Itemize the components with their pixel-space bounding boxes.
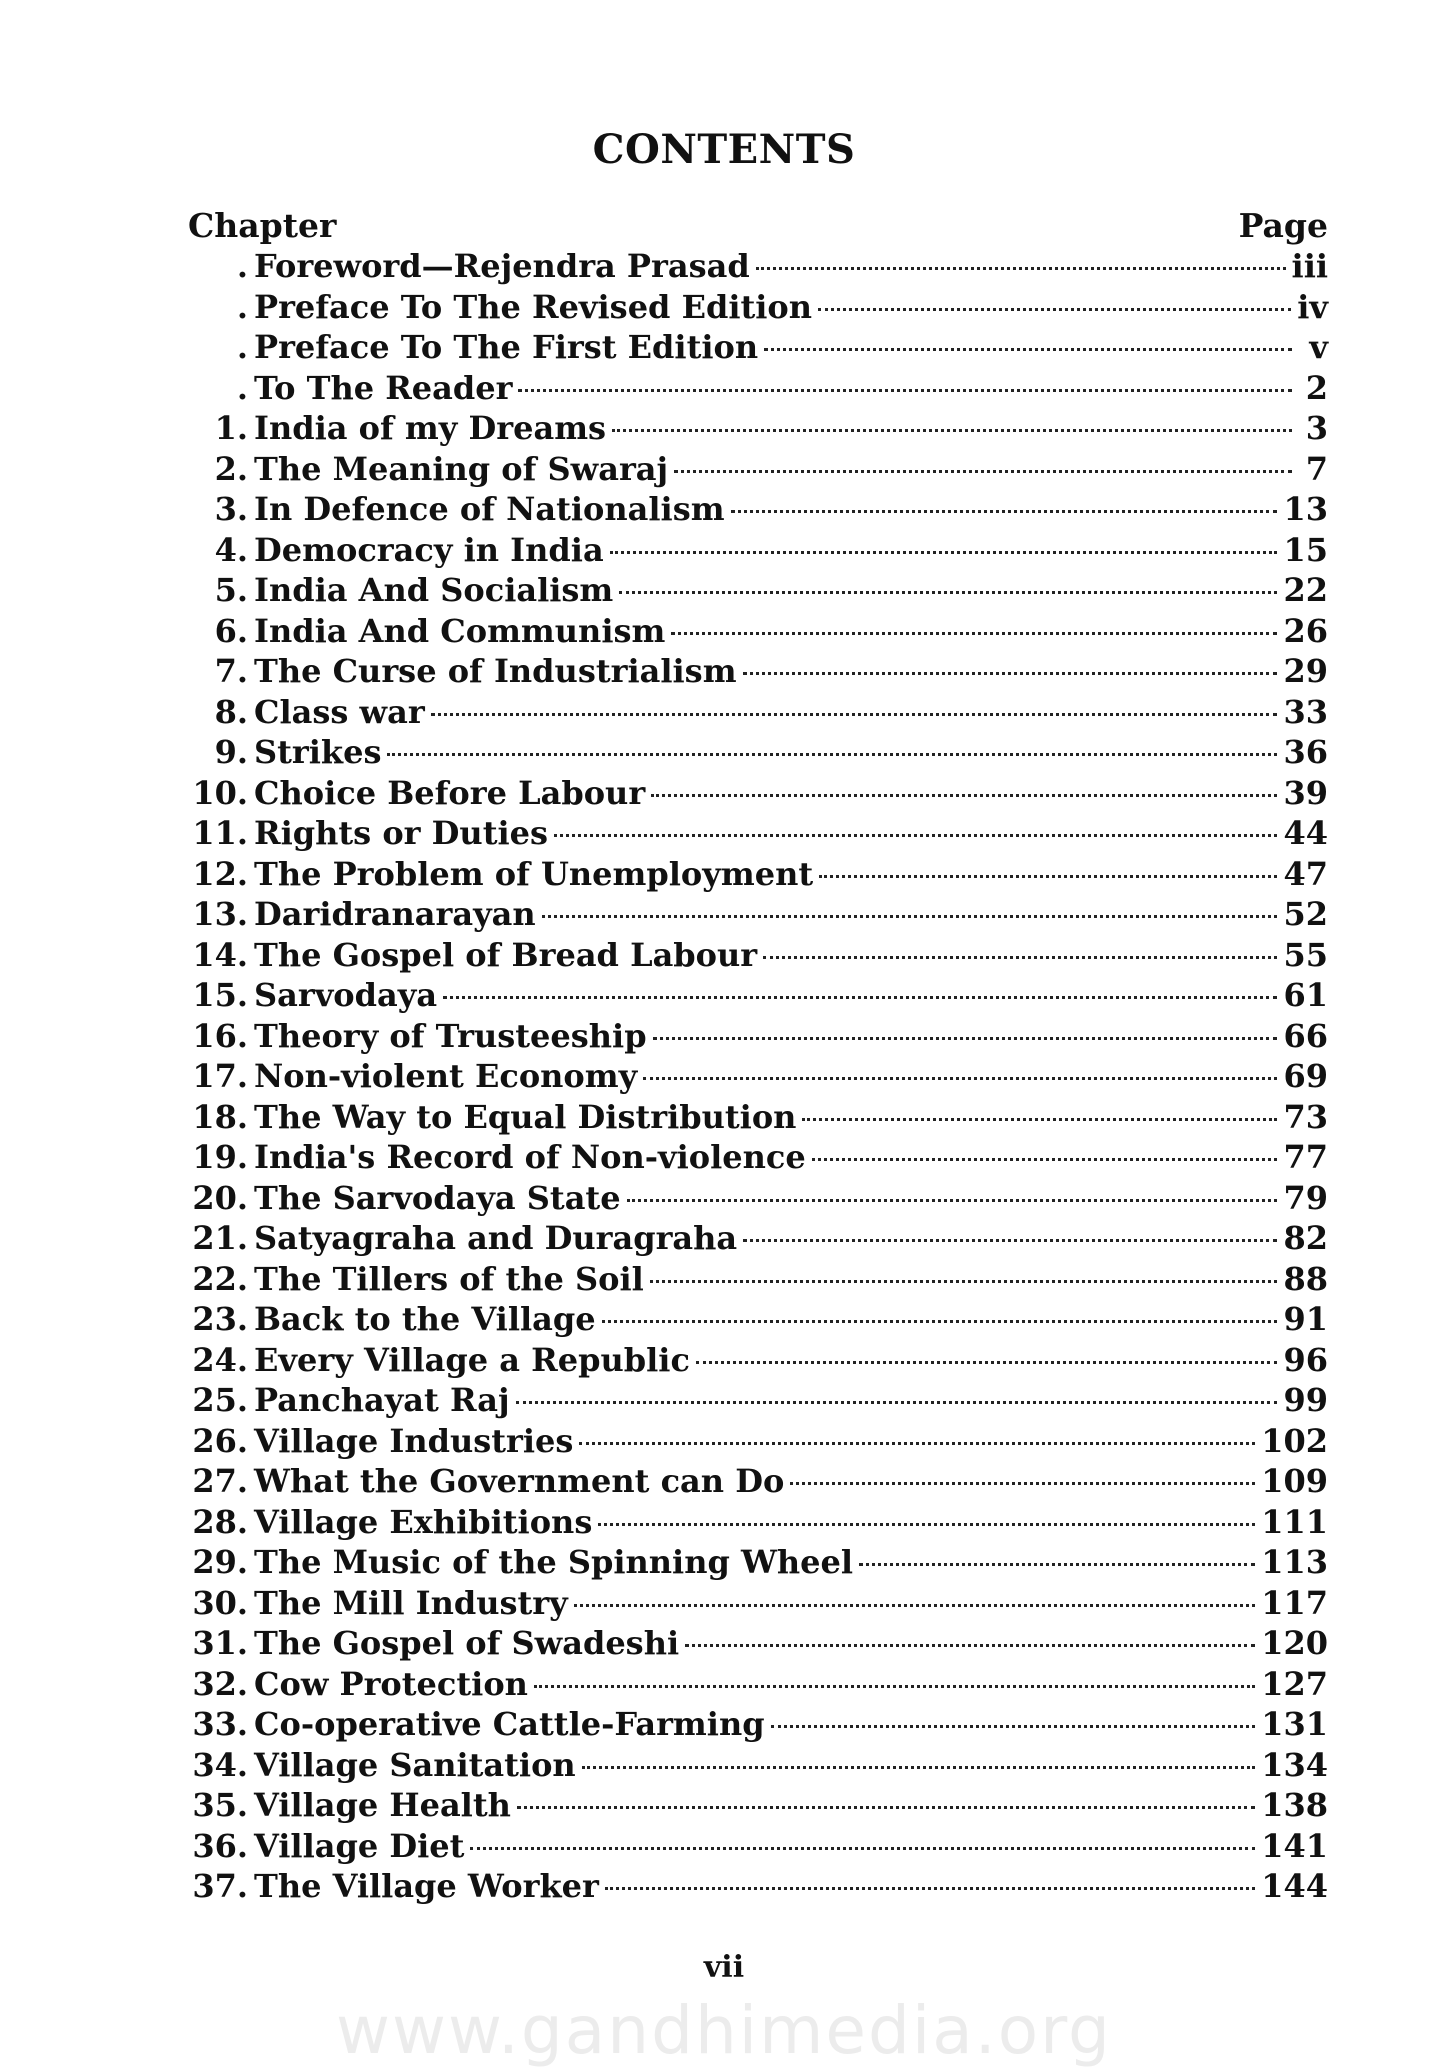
- page-ref: 33: [1283, 692, 1328, 731]
- page-ref: 113: [1261, 1543, 1328, 1581]
- column-headers: [188, 206, 1328, 245]
- page-ref: 134: [1261, 1745, 1328, 1784]
- chapter-number: 17.: [192, 1057, 248, 1095]
- chapter-title: The Village Worker: [254, 1867, 599, 1905]
- chapter-number: 20.: [192, 1178, 248, 1217]
- toc-entry: [188, 490, 1328, 531]
- chapter-title: India And Socialism: [254, 571, 614, 609]
- toc-entry: [188, 1665, 1328, 1706]
- toc-entry: [188, 288, 1328, 329]
- chapter-title: The Tillers of the Soil: [254, 1259, 644, 1298]
- toc-entry: [188, 693, 1328, 734]
- chapter-title: India of my Dreams: [254, 409, 607, 447]
- chapter-number: 2.: [214, 449, 248, 488]
- chapter-number: 23.: [192, 1300, 248, 1338]
- page-column-label: Page: [1238, 206, 1328, 245]
- dot-leader: [763, 956, 1277, 959]
- chapter-number: 8.: [214, 692, 248, 731]
- dot-leader: [743, 1239, 1277, 1242]
- toc-entry: [188, 1503, 1328, 1544]
- page-ref: 96: [1283, 1340, 1328, 1379]
- page-ref: 117: [1261, 1583, 1328, 1622]
- dot-leader: [651, 794, 1277, 797]
- chapter-number: 16.: [192, 1016, 248, 1055]
- page-ref: 69: [1283, 1057, 1328, 1095]
- page-title: CONTENTS: [592, 126, 856, 173]
- dot-leader: [582, 1766, 1256, 1769]
- toc-entry: [188, 1624, 1328, 1665]
- dot-leader: [802, 1118, 1277, 1121]
- chapter-number: 32.: [192, 1664, 248, 1703]
- page-ref: iv: [1297, 287, 1328, 326]
- dot-leader: [470, 1847, 1255, 1850]
- dot-leader: [619, 591, 1277, 594]
- chapter-number: 18.: [192, 1097, 248, 1136]
- chapter-number: .: [236, 247, 248, 285]
- chapter-title: Panchayat Raj: [254, 1381, 510, 1419]
- page-ref: 91: [1283, 1300, 1328, 1338]
- chapter-title: The Curse of Industrialism: [254, 652, 737, 690]
- toc-entry: [188, 1422, 1328, 1463]
- dot-leader: [443, 996, 1277, 999]
- chapter-number: 7.: [214, 652, 248, 690]
- toc-entry: [188, 1341, 1328, 1382]
- page-ref: 29: [1283, 652, 1328, 690]
- page-ref: 15: [1283, 530, 1328, 569]
- page-ref: 77: [1283, 1138, 1328, 1176]
- toc-entry: [188, 814, 1328, 855]
- page-ref: 127: [1261, 1664, 1328, 1703]
- toc-entry: [188, 1705, 1328, 1746]
- chapter-title: Preface To The Revised Edition: [254, 287, 813, 326]
- dot-leader: [554, 834, 1277, 837]
- dot-leader: [685, 1644, 1255, 1647]
- chapter-title: India's Record of Non-violence: [254, 1138, 806, 1176]
- chapter-title: Village Health: [254, 1786, 511, 1824]
- chapter-title: Every Village a Republic: [254, 1340, 690, 1379]
- chapter-title: In Defence of Nationalism: [254, 490, 725, 528]
- toc-entry: [188, 1260, 1328, 1301]
- page-ref: iii: [1291, 247, 1328, 285]
- dot-leader: [812, 1158, 1278, 1161]
- chapter-title: Class war: [254, 692, 425, 731]
- chapter-number: 14.: [192, 935, 248, 974]
- dot-leader: [517, 1806, 1255, 1809]
- page-ref: 144: [1261, 1867, 1328, 1905]
- page-ref: 39: [1283, 773, 1328, 812]
- chapter-number: 1.: [214, 409, 248, 447]
- chapter-title: Cow Protection: [254, 1664, 528, 1703]
- toc-entry: [188, 1381, 1328, 1422]
- dot-leader: [610, 551, 1278, 554]
- dot-leader: [598, 1523, 1255, 1526]
- toc-entry: [188, 1827, 1328, 1868]
- dot-leader: [764, 348, 1292, 351]
- dot-leader: [643, 1077, 1277, 1080]
- dot-leader: [731, 510, 1278, 513]
- chapter-number: 25.: [192, 1381, 248, 1419]
- page-ref: 99: [1283, 1381, 1328, 1419]
- dot-leader: [542, 915, 1278, 918]
- chapter-number: 3.: [214, 490, 248, 528]
- page-ref: 22: [1283, 571, 1328, 609]
- page-ref: 141: [1261, 1826, 1328, 1865]
- page-ref: 2: [1305, 368, 1328, 407]
- toc-entry: [188, 774, 1328, 815]
- page-number: vii: [703, 1950, 745, 1985]
- chapter-title: Village Sanitation: [254, 1745, 576, 1784]
- toc-entry: [188, 1057, 1328, 1098]
- chapter-title: The Mill Industry: [254, 1583, 568, 1622]
- toc-entry: [188, 1584, 1328, 1625]
- page-ref: 88: [1283, 1259, 1328, 1298]
- toc-entry: [188, 1179, 1328, 1220]
- toc-entry: [188, 450, 1328, 491]
- page-ref: 52: [1283, 895, 1328, 933]
- chapter-number: 12.: [192, 854, 248, 893]
- chapter-number: .: [236, 368, 248, 407]
- dot-leader: [859, 1563, 1255, 1566]
- toc-entry: [188, 531, 1328, 572]
- chapter-number: 34.: [192, 1745, 248, 1784]
- toc-entry: [188, 1746, 1328, 1787]
- chapter-title: The Way to Equal Distribution: [254, 1097, 797, 1136]
- chapter-number: 19.: [192, 1138, 248, 1176]
- dot-leader: [516, 1401, 1278, 1404]
- chapter-title: Satyagraha and Duragraha: [254, 1219, 738, 1257]
- dot-leader: [671, 632, 1277, 635]
- toc-entry: [188, 652, 1328, 693]
- chapter-title: Foreword—Rejendra Prasad: [254, 247, 750, 285]
- chapter-title: What the Government can Do: [254, 1462, 785, 1500]
- chapter-title: To The Reader: [254, 368, 513, 407]
- page-ref: 13: [1283, 490, 1328, 528]
- chapter-title: India And Communism: [254, 611, 666, 650]
- chapter-number: 13.: [192, 895, 248, 933]
- dot-leader: [574, 1604, 1255, 1607]
- chapter-title: The Problem of Unemployment: [254, 854, 814, 893]
- chapter-number: 9.: [214, 733, 248, 771]
- dot-leader: [579, 1442, 1255, 1445]
- chapter-column-label: Chapter: [188, 206, 337, 245]
- chapter-number: 30.: [192, 1583, 248, 1622]
- dot-leader: [819, 875, 1277, 878]
- chapter-number: 22.: [192, 1259, 248, 1298]
- chapter-number: 5.: [214, 571, 248, 609]
- toc-entry: [188, 571, 1328, 612]
- toc-entry: [188, 1098, 1328, 1139]
- page-ref: 66: [1283, 1016, 1328, 1055]
- chapter-title: Rights or Duties: [254, 814, 548, 852]
- toc-entry: [188, 369, 1328, 410]
- page-ref: 36: [1283, 733, 1328, 771]
- page-ref: 3: [1305, 409, 1328, 447]
- dot-leader: [674, 470, 1292, 473]
- toc-entry: [188, 1300, 1328, 1341]
- chapter-title: Village Diet: [254, 1826, 465, 1865]
- toc-entry: [188, 1138, 1328, 1179]
- chapter-title: Choice Before Labour: [254, 773, 646, 812]
- page-ref: 73: [1283, 1097, 1328, 1136]
- chapter-number: 6.: [214, 611, 248, 650]
- chapter-title: The Gospel of Swadeshi: [254, 1624, 680, 1662]
- chapter-title: Sarvodaya: [254, 976, 438, 1014]
- dot-leader: [605, 1887, 1255, 1890]
- chapter-number: 35.: [192, 1786, 248, 1824]
- page-ref: 79: [1283, 1178, 1328, 1217]
- chapter-number: 31.: [192, 1624, 248, 1662]
- chapter-title: Co-operative Cattle-Farming: [254, 1705, 765, 1743]
- chapter-number: 24.: [192, 1340, 248, 1379]
- chapter-number: 27.: [192, 1462, 248, 1500]
- dot-leader: [771, 1725, 1256, 1728]
- toc-entry: [188, 1219, 1328, 1260]
- dot-leader: [653, 1037, 1278, 1040]
- chapter-title: Daridranarayan: [254, 895, 536, 933]
- dot-leader: [612, 429, 1292, 432]
- toc-entry: [188, 733, 1328, 774]
- toc-entry: [188, 936, 1328, 977]
- toc-entry: [188, 855, 1328, 896]
- page-ref: 55: [1283, 935, 1328, 974]
- chapter-title: Village Exhibitions: [254, 1502, 593, 1541]
- page-ref: 7: [1305, 449, 1328, 488]
- chapter-number: 37.: [192, 1867, 248, 1905]
- page-ref: v: [1309, 328, 1328, 366]
- toc-entry: [188, 1462, 1328, 1503]
- chapter-number: 15.: [192, 976, 248, 1014]
- chapter-number: 21.: [192, 1219, 248, 1257]
- toc-entry: [188, 328, 1328, 369]
- page-ref: 44: [1283, 814, 1328, 852]
- page-ref: 131: [1261, 1705, 1328, 1743]
- page-ref: 61: [1283, 976, 1328, 1014]
- dot-leader: [387, 753, 1277, 756]
- toc-entry: [188, 1867, 1328, 1908]
- watermark: www.gandhimedia.org: [336, 1992, 1112, 2069]
- chapter-title: Strikes: [254, 733, 382, 771]
- page-ref: 82: [1283, 1219, 1328, 1257]
- dot-leader: [756, 267, 1286, 270]
- chapter-number: .: [236, 328, 248, 366]
- table-of-contents: [188, 247, 1328, 1908]
- dot-leader: [650, 1280, 1278, 1283]
- chapter-title: The Music of the Spinning Wheel: [254, 1543, 854, 1581]
- chapter-title: Back to the Village: [254, 1300, 596, 1338]
- dot-leader: [627, 1199, 1278, 1202]
- chapter-number: 33.: [192, 1705, 248, 1743]
- dot-leader: [818, 308, 1291, 311]
- page-ref: 102: [1261, 1421, 1328, 1460]
- dot-leader: [743, 672, 1278, 675]
- chapter-number: .: [236, 287, 248, 326]
- chapter-title: The Sarvodaya State: [254, 1178, 621, 1217]
- toc-entry: [188, 976, 1328, 1017]
- page-ref: 26: [1283, 611, 1328, 650]
- chapter-number: 29.: [192, 1543, 248, 1581]
- chapter-number: 26.: [192, 1421, 248, 1460]
- page-ref: 138: [1261, 1786, 1328, 1824]
- chapter-number: 28.: [192, 1502, 248, 1541]
- toc-entry: [188, 247, 1328, 288]
- chapter-title: Preface To The First Edition: [254, 328, 759, 366]
- chapter-number: 11.: [192, 814, 248, 852]
- chapter-title: Theory of Trusteeship: [254, 1016, 647, 1055]
- chapter-title: Democracy in India: [254, 530, 604, 569]
- page-ref: 111: [1261, 1502, 1328, 1541]
- page-ref: 120: [1261, 1624, 1328, 1662]
- dot-leader: [790, 1482, 1255, 1485]
- page-ref: 109: [1261, 1462, 1328, 1500]
- toc-entry: [188, 895, 1328, 936]
- toc-entry: [188, 409, 1328, 450]
- toc-entry: [188, 1017, 1328, 1058]
- chapter-title: The Meaning of Swaraj: [254, 449, 669, 488]
- dot-leader: [431, 713, 1278, 716]
- chapter-number: 36.: [192, 1826, 248, 1865]
- dot-leader: [696, 1361, 1278, 1364]
- dot-leader: [602, 1320, 1278, 1323]
- dot-leader: [518, 389, 1292, 392]
- chapter-number: 10.: [192, 773, 248, 812]
- chapter-number: 4.: [214, 530, 248, 569]
- chapter-title: Village Industries: [254, 1421, 574, 1460]
- toc-entry: [188, 1786, 1328, 1827]
- chapter-title: Non-violent Economy: [254, 1057, 638, 1095]
- dot-leader: [534, 1685, 1255, 1688]
- toc-entry: [188, 1543, 1328, 1584]
- chapter-title: The Gospel of Bread Labour: [254, 935, 758, 974]
- page-ref: 47: [1283, 854, 1328, 893]
- toc-entry: [188, 612, 1328, 653]
